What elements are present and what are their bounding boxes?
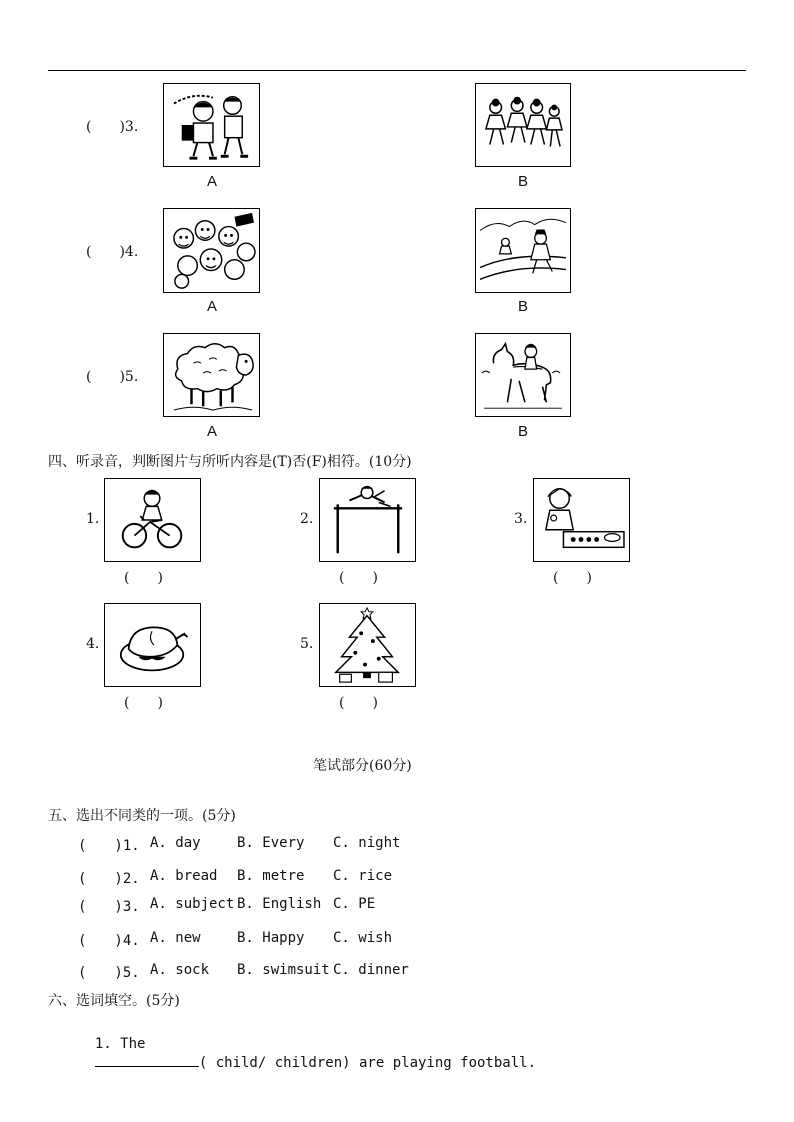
kids-walking-illustration [164, 84, 259, 166]
p6-q1-suffix: ( child/ children) are playing football. [198, 1055, 537, 1071]
p5-row-4-option-b: B. Happy [237, 930, 305, 946]
p5-row-4-number: ( )4. [78, 933, 140, 949]
p4-picture-4-roast-turkey [104, 603, 201, 687]
option-5a-letter: A [207, 423, 218, 440]
p5-row-5-option-b: B. swimsuit [237, 962, 330, 978]
picture-4a-crowd-faces [163, 208, 260, 293]
p4-item-1-answer[interactable]: ( ) [124, 570, 163, 586]
p6-question-1 [78, 1020, 536, 1071]
option-3a-letter: A [207, 173, 218, 190]
park-path-illustration [476, 209, 570, 292]
p4-item-1-number: 1. [86, 511, 100, 527]
p5-row-4-option-a: A. new [150, 930, 201, 946]
christmas-tree-illustration [320, 604, 415, 686]
question-4-label: ( )4. [86, 244, 139, 260]
question-5-label: ( )5. [86, 369, 139, 385]
p5-row-5-option-a: A. sock [150, 962, 210, 978]
picture-3a-kids-walking [163, 83, 260, 167]
p4-item-4-answer[interactable]: ( ) [124, 695, 163, 711]
p5-row-3-number: ( )3. [78, 899, 140, 915]
p5-row-5-number: ( )5. [78, 965, 140, 981]
p4-item-5-answer[interactable]: ( ) [339, 695, 378, 711]
p4-item-3-number: 3. [514, 511, 528, 527]
p4-item-2-number: 2. [300, 511, 314, 527]
p5-row-1-number: ( )1. [78, 838, 140, 854]
picture-5b-horse-rider [475, 333, 571, 417]
picture-4b-park-path [475, 208, 571, 293]
p5-row-2-option-a: A. bread [150, 868, 218, 884]
top-rule-main [78, 70, 746, 71]
p4-picture-5-christmas-tree [319, 603, 416, 687]
horse-rider-illustration [476, 334, 570, 416]
option-3b-letter: B [518, 173, 529, 190]
p5-row-2-option-b: B. metre [237, 868, 305, 884]
p5-row-1-option-a: A. day [150, 835, 201, 851]
crowd-faces-illustration [164, 209, 259, 292]
p4-item-2-answer[interactable]: ( ) [339, 570, 378, 586]
p4-item-5-number: 5. [300, 636, 314, 652]
p5-row-3-option-b: B. English [237, 896, 322, 912]
girl-cooking-illustration [534, 479, 629, 561]
p4-picture-3-girl-cooking [533, 478, 630, 562]
p5-row-5-option-c: C. dinner [333, 962, 409, 978]
option-4a-letter: A [207, 298, 218, 315]
option-4b-letter: B [518, 298, 529, 315]
p5-row-3-option-a: A. subject [150, 896, 235, 912]
written-section-title: 笔试部分(60分) [313, 758, 412, 774]
sheep-illustration [164, 334, 259, 416]
p4-picture-1-boy-bicycle [104, 478, 201, 562]
part4-heading: 四、听录音，判断图片与所听内容是(T)否(F)相符。(10分) [48, 454, 412, 470]
picture-3b-dancers [475, 83, 571, 167]
picture-5a-sheep [163, 333, 260, 417]
roast-turkey-illustration [105, 604, 200, 686]
p5-row-2-option-c: C. rice [333, 868, 393, 884]
part6-heading: 六、选词填空。(5分) [48, 993, 180, 1009]
p5-row-2-number: ( )2. [78, 871, 140, 887]
p6-q1-prefix: 1. The [94, 1036, 146, 1052]
p4-picture-2-high-jump [319, 478, 416, 562]
p5-row-1-option-c: C. night [333, 835, 401, 851]
question-3-label: ( )3. [86, 119, 139, 135]
p4-item-3-answer[interactable]: ( ) [553, 570, 592, 586]
p6-q1-blank[interactable] [95, 1052, 199, 1067]
p5-row-4-option-c: C. wish [333, 930, 393, 946]
boy-bicycle-illustration [105, 479, 200, 561]
dancers-illustration [476, 84, 570, 166]
p5-row-3-option-c: C. PE [333, 896, 376, 912]
top-rule-left [48, 70, 78, 71]
option-5b-letter: B [518, 423, 529, 440]
high-jump-illustration [320, 479, 415, 561]
p5-row-1-option-b: B. Every [237, 835, 305, 851]
p4-item-4-number: 4. [86, 636, 100, 652]
part5-heading: 五、选出不同类的一项。(5分) [48, 808, 236, 824]
